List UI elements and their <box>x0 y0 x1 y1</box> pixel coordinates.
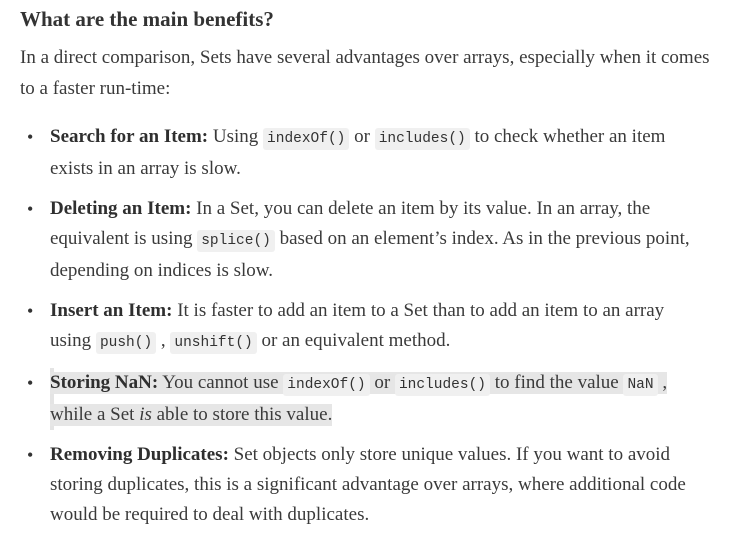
list-item-delete <box>27 194 716 286</box>
item-text: Set objects only store unique values. If you want to avoid storing duplicates, this is a significant advantage over arrays, where additional code would be required to deal with duplicates. <box>50 444 686 525</box>
inline-code: indexOf() <box>263 128 349 150</box>
item-title: Removing Duplicates: <box>50 444 229 465</box>
inline-code: push() <box>96 332 156 354</box>
item-title: Storing NaN: <box>50 372 159 393</box>
item-text: , <box>156 330 171 351</box>
item-text: to find the value <box>489 372 624 393</box>
item-text: You cannot use <box>158 372 284 393</box>
bullet-icon: • <box>27 301 34 321</box>
bullet-icon: • <box>27 199 34 219</box>
item-text: to check whether an item exists in an array is slow. <box>50 126 666 179</box>
inline-code: unshift() <box>170 332 256 354</box>
inline-code: includes() <box>395 374 490 396</box>
item-text: It is faster to add an item to a Set than to add an item to an array using <box>50 300 665 351</box>
list-item-duplicates <box>27 440 716 530</box>
bullet-icon: • <box>27 445 34 465</box>
item-text: or an equivalent method. <box>256 330 451 351</box>
list-item-search <box>27 122 716 184</box>
item-text: , while a Set <box>50 372 668 425</box>
highlighted-text <box>50 372 667 426</box>
inline-code: indexOf() <box>283 374 369 396</box>
item-text: or <box>349 126 375 147</box>
bullet-icon: • <box>27 127 34 147</box>
item-text: In a Set, you can delete an item by its value. In an array, the equivalent is using <box>50 198 651 249</box>
emphasis-text: is <box>139 404 152 425</box>
item-title: Search for an Item: <box>50 126 209 147</box>
item-text: based on an element’s index. As in the previous point, depending on indices is slow. <box>50 228 690 281</box>
list-item-nan <box>27 368 716 430</box>
item-title: Insert an Item: <box>50 300 173 321</box>
inline-code: includes() <box>375 128 470 150</box>
section-heading: What are the main benefits? <box>20 7 274 31</box>
item-text: Using <box>208 126 264 147</box>
bullet-icon: • <box>27 373 34 393</box>
benefits-list <box>20 122 716 530</box>
inline-code: splice() <box>197 230 275 252</box>
item-text: or <box>369 372 395 393</box>
item-text: able to store this value. <box>151 404 333 425</box>
item-title: Deleting an Item: <box>50 198 192 219</box>
list-item-insert <box>27 296 716 358</box>
inline-code: NaN <box>623 374 657 396</box>
intro-paragraph: In a direct comparison, Sets have several advantages over arrays, especially when it comes to a faster run-time: <box>20 47 710 99</box>
